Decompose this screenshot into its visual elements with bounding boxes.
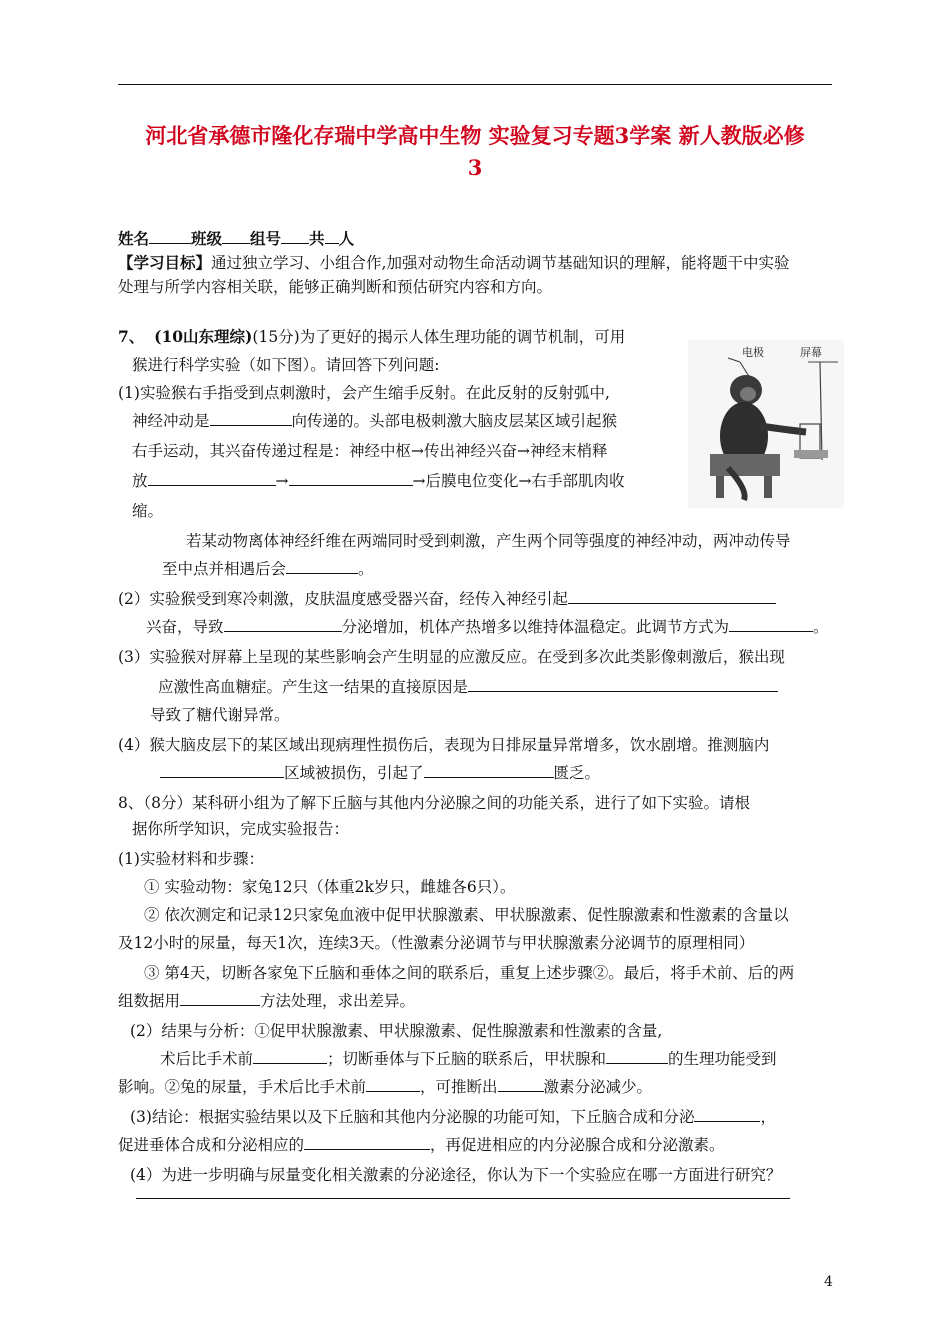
q8-blank-method[interactable] (180, 990, 260, 1006)
q7-line-1 (118, 326, 625, 348)
q7-line-15: (4）猴大脑皮层下的某区域出现病理性损伤后，表现为日排尿量异常增多，饮水剧增。推测脑内 (118, 736, 770, 754)
q8-text-10b: ；切断垂体与下丘脑的联系后，甲状腺和 (327, 1050, 607, 1068)
q7-blank-hormone[interactable] (224, 616, 342, 632)
document-title (112, 120, 838, 184)
q7-line-6 (132, 470, 625, 492)
q7-line-16 (160, 762, 600, 784)
q7-line-9 (162, 558, 374, 580)
q8-blank-pituitary[interactable] (304, 1134, 430, 1150)
q8-line-11 (118, 1076, 652, 1098)
q7-line-12: (3）实验猴对屏幕上呈现的某些影响会产生明显的应激反应。在受到多次此类影像刺激后，猴出现 (118, 648, 785, 666)
q8-text-10c: 的生理功能受到 (668, 1050, 777, 1068)
class-label: 班级 (191, 229, 223, 248)
q7-line-2: 猴进行科学实验（如下图）。请回答下列问题: (132, 356, 440, 374)
q7-text-11b: 分泌增加，机体产热增多以维持体温稳定。此调节方式为 (341, 618, 730, 636)
q8-blank-secrete[interactable] (694, 1106, 760, 1122)
q7-text-9b: 。 (358, 560, 374, 578)
q8-text-13b: ，再促进相应的内分泌腺合成和分泌激素。 (430, 1136, 725, 1154)
title-line-1: 河北省承德市隆化存瑞中学高中生物 实验复习专题3学案 新人教版必修 (145, 123, 805, 148)
q7-line-3: (1)实验猴右手指受到点刺激时，会产生缩手反射。在此反射的反射弧中, (118, 384, 610, 402)
q7-text-6a: 放 (132, 472, 148, 490)
q7-text-13: 应激性高血糖症。产生这一结果的直接原因是 (158, 678, 469, 696)
q7-number: 7、 (118, 327, 145, 346)
q8-text-11b: ，可推断出 (420, 1078, 498, 1096)
q8-text-13a: 促进垂体合成和分泌相应的 (118, 1136, 305, 1154)
monkey-experiment-figure (688, 340, 844, 508)
total-blank[interactable] (325, 228, 339, 244)
q7-line-13 (158, 676, 778, 698)
q7-blank-cause[interactable] (468, 676, 778, 692)
q8-line-12 (130, 1106, 776, 1128)
q7-text-11c: 。 (813, 618, 829, 636)
q7-line-14: 导致了糖代谢异常。 (150, 706, 290, 724)
q7-line-11 (146, 616, 829, 638)
q7-blank-meet[interactable] (286, 558, 358, 574)
person-label: 人 (338, 229, 355, 248)
q7-blank-release-2[interactable] (289, 470, 413, 486)
q7-line-10 (118, 588, 776, 610)
q7-text-6b: → (275, 472, 289, 490)
q8-line-9: (2）结果与分析：①促甲状腺激素、甲状腺激素、促性腺激素和性激素的含量, (130, 1022, 663, 1040)
q7-text-9a: 至中点并相遇后会 (162, 560, 287, 578)
name-label: 姓名 (118, 229, 150, 248)
total-label: 共 (309, 229, 325, 248)
q7-line-5: 右手运动，其兴奋传递过程是：神经中枢→传出神经兴奋→神经末梢释 (132, 442, 608, 460)
q8-text-8a: 组数据用 (118, 992, 181, 1010)
q8-line-3: (1)实验材料和步骤： (118, 850, 264, 868)
q7-text-6c: →后膜电位变化→右手部肌肉收 (412, 472, 625, 490)
q7-blank-hypothalamus[interactable] (568, 588, 776, 604)
name-blank[interactable] (149, 228, 191, 244)
goal-label: 【学习目标】 (118, 253, 212, 272)
q8-line-7: ③ 第4天，切断各家兔下丘脑和垂体之间的联系后，重复上述步骤②。最后，将手术前、后的两 (144, 964, 795, 982)
page-number: 4 (824, 1274, 833, 1290)
q8-text-11a: 影响。②兔的尿量，手术后比手术前 (118, 1078, 367, 1096)
class-blank[interactable] (222, 228, 250, 244)
q8-line-5: ② 依次测定和记录12只家兔血液中促甲状腺激素、甲状腺激素、促性腺激素和性激素的含量以 (144, 906, 789, 924)
q7-blank-region[interactable] (160, 762, 284, 778)
group-blank[interactable] (281, 228, 309, 244)
q8-line-2: 据你所学知识，完成实验报告： (132, 820, 350, 838)
q8-text-10a: 术后比手术前 (160, 1050, 254, 1068)
q7-line-8: 若某动物离体神经纤维在两端同时受到刺激，产生两个同等强度的神经冲动，两冲动传导 (186, 532, 791, 550)
q8-blank-hormone-reduced[interactable] (498, 1076, 544, 1092)
figure-label-electrode: 电极 (742, 346, 764, 359)
q7-text-16a: 区域被损伤，引起了 (284, 764, 424, 782)
title-line-2: 3 (467, 155, 483, 180)
q7-blank-release-1[interactable] (148, 470, 276, 486)
learning-goal-line-2: 处理与所学内容相关联，能够正确判断和预估研究内容和方向。 (118, 278, 553, 296)
q8-line-10 (160, 1048, 777, 1070)
q8-text-12b: ， (760, 1108, 776, 1126)
top-rule (118, 84, 832, 85)
q8-text-11c: 激素分泌减少。 (543, 1078, 653, 1096)
q8-text-8b: 方法处理，求出差异。 (260, 992, 416, 1010)
q8-text-12a: (3)结论：根据实验结果以及下丘脑和其他内分泌腺的功能可知，下丘脑合成和分泌 (130, 1108, 695, 1126)
q8-line-4: ① 实验动物：家兔12只（体重2k岁只，雌雄各6只）。 (144, 878, 516, 896)
q7-text-4a: 神经冲动是 (132, 412, 210, 430)
group-label: 组号 (250, 229, 282, 248)
q8-line-1: 8、（8分）某科研小组为了解下丘脑与其他内分泌腺之间的功能关系，进行了如下实验。请根 (118, 794, 750, 812)
q7-blank-deficiency[interactable] (424, 762, 554, 778)
q7-line-4 (132, 410, 617, 432)
monkey-illustration (688, 340, 844, 508)
q7-line-7: 缩。 (132, 502, 164, 520)
q8-line-6: 及12小时的尿量，每天1次，连续3天。（性激素分泌调节与甲状腺激素分泌调节的原理相同） (118, 934, 755, 952)
q7-text-10: (2）实验猴受到寒冷刺激，皮肤温度感受器兴奋，经传入神经引起 (118, 590, 568, 608)
q7-text-11a: 兴奋，导致 (146, 618, 224, 636)
q8-blank-gland[interactable] (606, 1048, 668, 1064)
q7-text-4b: 向传递的。头部电极刺激大脑皮层某区域引起猴 (291, 412, 618, 430)
q7-text-16b: 匮乏。 (553, 764, 601, 782)
q7-blank-direction[interactable] (210, 410, 292, 426)
q7-blank-regulation[interactable] (729, 616, 813, 632)
learning-goal-line-1 (118, 252, 789, 274)
q8-blank-urine[interactable] (366, 1076, 420, 1092)
q7-source: (10山东理综) (154, 327, 253, 346)
figure-label-screen: 屏幕 (800, 346, 822, 359)
goal-text-1: 通过独立学习、小组合作,加强对动物生命活动调节基础知识的理解，能将题干中实验 (211, 254, 790, 272)
student-info-row (118, 228, 354, 250)
q8-answer-line[interactable] (136, 1198, 790, 1199)
q7-text-1: (15分)为了更好的揭示人体生理功能的调节机制，可用 (252, 328, 626, 346)
q8-line-14: (4）为进一步明确与尿量变化相关激素的分泌途径，你认为下一个实验应在哪一方面进行研究？ (130, 1166, 782, 1184)
q8-line-8 (118, 990, 415, 1012)
q8-line-13 (118, 1134, 725, 1156)
q8-blank-change[interactable] (253, 1048, 327, 1064)
